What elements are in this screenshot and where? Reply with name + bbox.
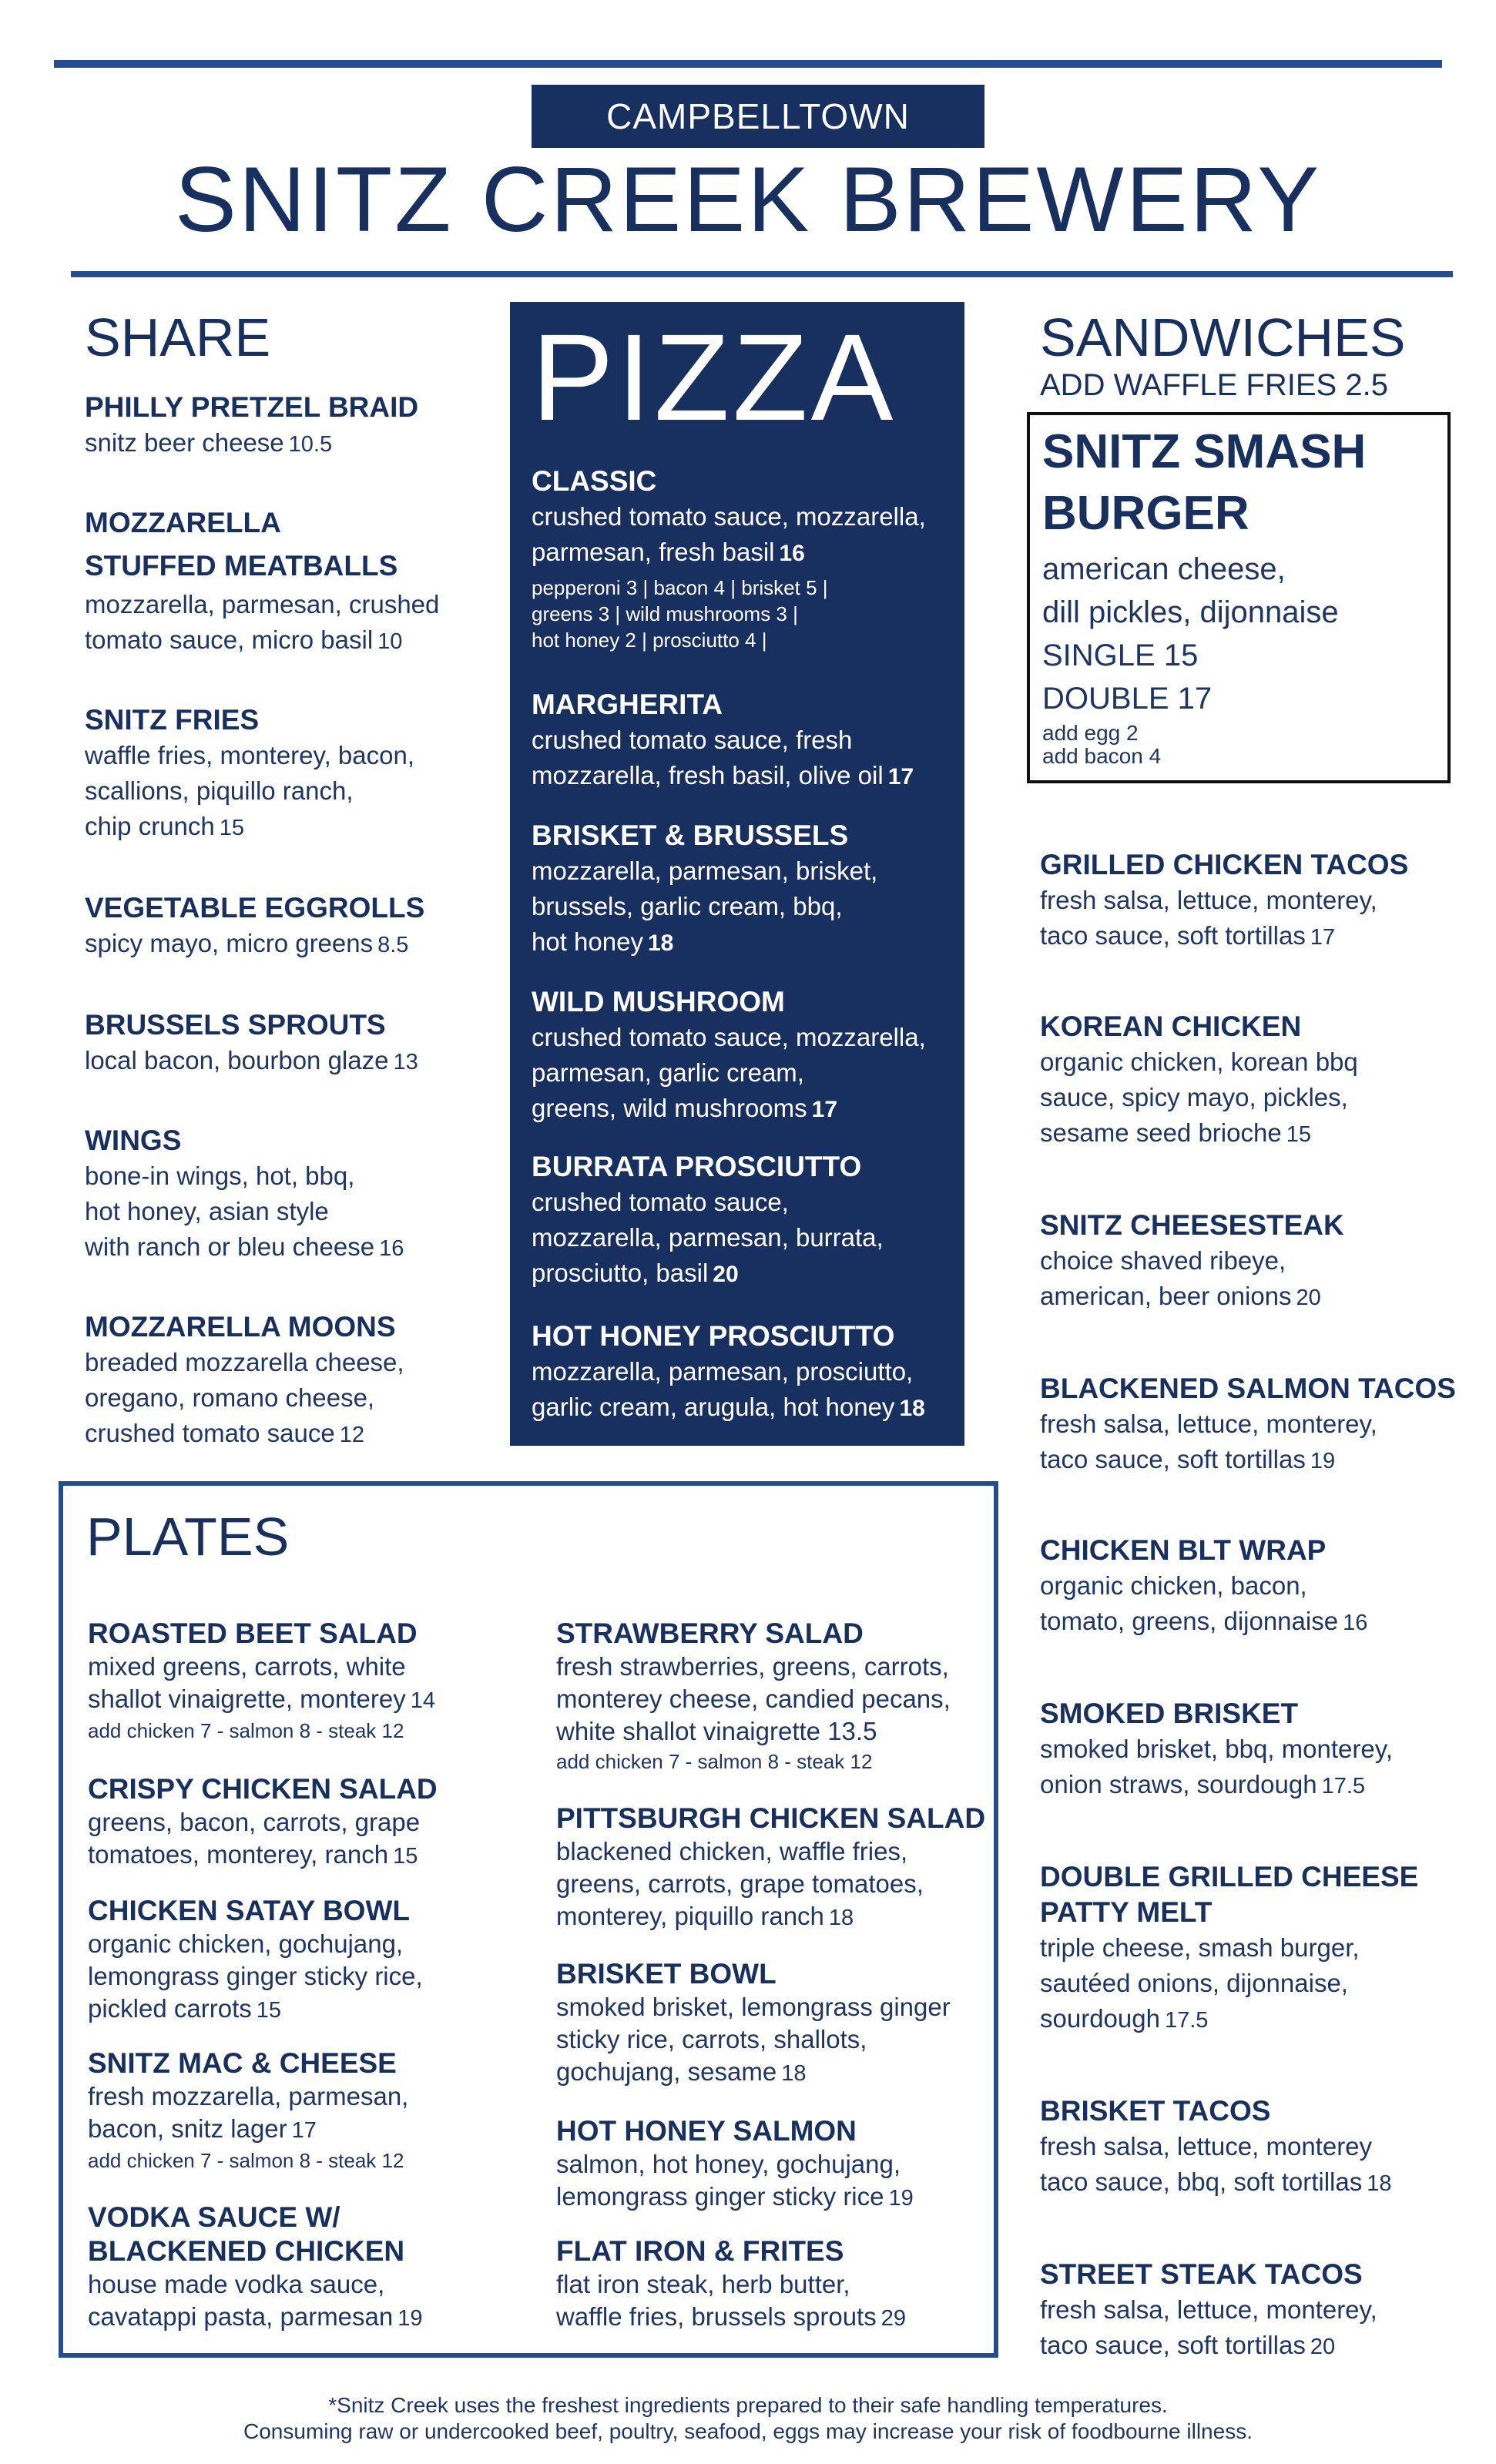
burger-desc: dill pickles, dijonnaise: [1042, 595, 1339, 629]
item-desc: mozzarella, fresh basil, olive oil: [532, 761, 884, 789]
item-desc: fresh mozzarella, parmesan,: [88, 2082, 409, 2110]
item-name: MOZZARELLA MOONS: [85, 1311, 396, 1343]
menu-item: [1040, 1371, 1471, 1479]
item-desc: onion straws, sourdough: [1040, 1770, 1317, 1799]
menu-item: [85, 1007, 516, 1080]
item-price: 18: [1367, 2171, 1392, 2196]
item-desc: sourdough: [1040, 2004, 1160, 2033]
menu-item: [1040, 2094, 1471, 2201]
item-options: add chicken 7 - salmon 8 - steak 12: [88, 1719, 404, 1742]
footer-disclaimer: [0, 2392, 1496, 2445]
item-options: pepperoni 3 | bacon 4 | brisket 5 |: [532, 576, 828, 599]
item-name: BRISKET & BRUSSELS: [532, 820, 849, 851]
burger-feature-box: [1027, 412, 1451, 783]
menu-item: [532, 464, 963, 653]
item-desc: spicy mayo, micro greens: [85, 929, 374, 957]
item-name: DOUBLE GRILLED CHEESE: [1040, 1861, 1419, 1892]
menu-item: [88, 2047, 519, 2174]
item-desc: hot honey: [532, 927, 643, 956]
item-desc: sautéed onions, dijonnaise,: [1040, 1969, 1348, 1997]
burger-addon: add bacon 4: [1042, 744, 1162, 768]
item-price: 16: [1343, 1611, 1368, 1635]
item-name: CRISPY CHICKEN SALAD: [88, 1773, 438, 1805]
menu-item: [88, 1617, 519, 1745]
item-options: add chicken 7 - salmon 8 - steak 12: [556, 1750, 873, 1773]
item-desc: greens, carrots, grape tomatoes,: [556, 1869, 924, 1898]
item-desc: chip crunch: [85, 812, 215, 840]
menu-item: [532, 984, 963, 1128]
item-desc: mozzarella, parmesan, brisket,: [532, 857, 878, 885]
item-price: 15: [1286, 1122, 1311, 1147]
menu-item: [1040, 1859, 1471, 2038]
item-price: 18: [647, 930, 674, 956]
item-price: 18: [899, 1396, 925, 1421]
item-name: PITTSBURGH CHICKEN SALAD: [556, 1802, 986, 1834]
item-desc: gochujang, sesame: [556, 2057, 777, 2086]
item-desc: oregano, romano cheese,: [85, 1383, 375, 1412]
menu-item: [532, 818, 963, 961]
item-price: 19: [1310, 1449, 1336, 1473]
item-name: BRISKET TACOS: [1040, 2095, 1271, 2127]
sandwiches-subtitle: ADD WAFFLE FRIES 2.5: [1040, 368, 1388, 402]
item-desc: american, beer onions: [1040, 1282, 1292, 1310]
item-price: 18: [781, 2061, 807, 2086]
burger-addon: add egg 2: [1042, 721, 1139, 745]
item-price: 19: [888, 2186, 914, 2211]
item-name: VEGETABLE EGGROLLS: [85, 892, 425, 924]
item-desc: sauce, spicy mayo, pickles,: [1040, 1083, 1348, 1111]
location-label: CAMPBELLTOWN: [606, 96, 910, 136]
header-rule: [71, 271, 1453, 277]
menu-item: [1040, 2257, 1471, 2365]
pizza-section: [510, 302, 964, 1446]
item-name: BLACKENED CHICKEN: [88, 2235, 405, 2267]
item-desc: blackened chicken, waffle fries,: [556, 1837, 908, 1866]
item-desc: greens, bacon, carrots, grape: [88, 1808, 421, 1836]
item-desc: fresh salsa, lettuce, monterey,: [1040, 1410, 1377, 1438]
item-desc: sticky rice, carrots, shallots,: [556, 2025, 867, 2053]
item-desc: sesame seed brioche: [1040, 1118, 1282, 1147]
item-desc: white shallot vinaigrette 13.5: [556, 1717, 877, 1745]
item-desc: taco sauce, soft tortillas: [1040, 1445, 1306, 1473]
item-name: GRILLED CHICKEN TACOS: [1040, 849, 1409, 880]
item-desc: organic chicken, korean bbq: [1040, 1048, 1358, 1076]
item-desc: mozzarella, parmesan, crushed: [85, 590, 440, 619]
item-desc: triple cheese, smash burger,: [1040, 1933, 1360, 1962]
item-price: 17.5: [1164, 2008, 1209, 2033]
item-desc: crushed tomato sauce,: [532, 1188, 789, 1216]
burger-desc: american cheese,: [1042, 552, 1286, 586]
menu-item: [1040, 1533, 1471, 1641]
item-name: KOREAN CHICKEN: [1040, 1011, 1302, 1042]
item-desc: fresh salsa, lettuce, monterey,: [1040, 886, 1377, 914]
item-desc: snitz beer cheese: [85, 428, 284, 457]
item-name: CLASSIC: [532, 465, 657, 497]
item-name: WILD MUSHROOM: [532, 986, 785, 1017]
item-price: 16: [379, 1236, 404, 1261]
plates-section: [59, 1481, 998, 2358]
pizza-heading: PIZZA: [532, 308, 897, 446]
menu-item: [1040, 1696, 1471, 1804]
disclaimer-line: *Snitz Creek uses the freshest ingredients prepared to their safe handling temperatures.: [328, 2393, 1168, 2417]
item-name: CHICKEN BLT WRAP: [1040, 1534, 1327, 1566]
item-name: HOT HONEY PROSCIUTTO: [532, 1320, 895, 1352]
menu-item: [1040, 847, 1471, 955]
item-price: 17.5: [1321, 1774, 1366, 1799]
item-desc: bone-in wings, hot, bbq,: [85, 1162, 355, 1190]
item-desc: hot honey, asian style: [85, 1197, 329, 1225]
item-name: PATTY MELT: [1040, 1896, 1213, 1928]
burger-single-price: SINGLE 15: [1042, 639, 1199, 672]
item-desc: bacon, snitz lager: [88, 2114, 287, 2143]
menu-item: [85, 890, 516, 963]
item-price: 8.5: [377, 933, 409, 957]
sandwiches-heading: SANDWICHES: [1040, 307, 1406, 367]
menu-item: [1040, 1009, 1471, 1152]
item-price: 20: [1296, 1286, 1321, 1310]
item-desc: taco sauce, soft tortillas: [1040, 921, 1306, 950]
menu-item: [556, 1802, 988, 1934]
item-desc: tomato sauce, micro basil: [85, 625, 374, 654]
item-price: 17: [1310, 925, 1336, 950]
item-desc: smoked brisket, bbq, monterey,: [1040, 1735, 1393, 1763]
menu-item: [532, 1319, 963, 1426]
menu-item: [88, 1894, 519, 2027]
item-desc: taco sauce, soft tortillas: [1040, 2331, 1306, 2359]
item-desc: mixed greens, carrots, white: [88, 1652, 406, 1681]
brewery-title: SNITZ CREEK BREWERY: [174, 148, 1322, 251]
menu-item: [556, 1617, 988, 1775]
item-name: VODKA SAUCE W/: [88, 2201, 340, 2233]
top-rule: [54, 60, 1442, 68]
item-price: 13: [393, 1050, 418, 1074]
item-options: hot honey 2 | prosciutto 4 |: [532, 629, 767, 652]
item-desc: scallions, piquillo ranch,: [85, 776, 354, 805]
burger-double-price: DOUBLE 17: [1042, 682, 1213, 716]
location-banner: [532, 85, 984, 148]
menu-item: [556, 2114, 988, 2214]
item-name: HOT HONEY SALMON: [556, 2115, 857, 2147]
item-desc: organic chicken, gochujang,: [88, 1929, 404, 1958]
item-desc: crushed tomato sauce, mozzarella,: [532, 1023, 926, 1051]
item-price: 10.5: [288, 432, 333, 457]
item-desc: crushed tomato sauce, mozzarella,: [532, 502, 926, 531]
item-price: 15: [256, 1998, 282, 2023]
item-price: 17: [811, 1097, 838, 1122]
item-name: SNITZ CHEESESTEAK: [1040, 1209, 1344, 1241]
item-desc: choice shaved ribeye,: [1040, 1246, 1286, 1275]
item-name: BRUSSELS SPROUTS: [85, 1009, 386, 1041]
item-name: BURRATA PROSCIUTTO: [532, 1151, 862, 1182]
disclaimer-line: Consuming raw or undercooked beef, poultry, seafood, eggs may increase your risk of foodbourne illness.: [243, 2419, 1253, 2443]
item-price: 20: [1310, 2335, 1336, 2359]
burger-name: BURGER: [1042, 487, 1249, 540]
share-heading: SHARE: [85, 307, 271, 367]
item-desc: tomato, greens, dijonnaise: [1040, 1607, 1339, 1635]
item-name: SMOKED BRISKET: [1040, 1698, 1299, 1729]
item-price: 17: [291, 2118, 317, 2143]
item-desc: shallot vinaigrette, monterey: [88, 1685, 406, 1713]
item-price: 19: [397, 2306, 423, 2331]
item-price: 18: [828, 1906, 854, 1930]
item-desc: fresh strawberries, greens, carrots,: [556, 1652, 949, 1681]
item-desc: garlic cream, arugula, hot honey: [532, 1393, 895, 1421]
item-desc: tomatoes, monterey, ranch: [88, 1840, 389, 1869]
item-desc: smoked brisket, lemongrass ginger: [556, 1993, 951, 2021]
item-desc: greens, wild mushrooms: [532, 1094, 807, 1122]
item-desc: lemongrass ginger sticky rice,: [88, 1962, 423, 1990]
item-price: 15: [219, 816, 245, 840]
item-desc: monterey, piquillo ranch: [556, 1902, 824, 1930]
item-desc: brussels, garlic cream, bbq,: [532, 892, 843, 920]
item-desc: breaded mozzarella cheese,: [85, 1348, 404, 1376]
item-name: BLACKENED SALMON TACOS: [1040, 1373, 1456, 1404]
item-options: greens 3 | wild mushrooms 3 |: [532, 602, 798, 625]
item-price: 12: [339, 1423, 364, 1447]
plates-heading: PLATES: [86, 1507, 290, 1567]
burger-name: SNITZ SMASH: [1042, 425, 1367, 478]
item-desc: parmesan, garlic cream,: [532, 1058, 804, 1087]
item-desc: waffle fries, monterey, bacon,: [85, 741, 414, 769]
item-desc: salmon, hot honey, gochujang,: [556, 2150, 901, 2178]
menu-item: [532, 1149, 963, 1292]
item-name: MARGHERITA: [532, 689, 723, 720]
item-desc: lemongrass ginger sticky rice: [556, 2182, 884, 2211]
item-desc: fresh salsa, lettuce, monterey: [1040, 2132, 1373, 2161]
item-desc: pickled carrots: [88, 1994, 252, 2023]
item-price: 10: [377, 629, 403, 654]
item-desc: mozzarella, parmesan, prosciutto,: [532, 1357, 914, 1386]
item-name: PHILLY PRETZEL BRAID: [85, 391, 419, 423]
item-price: 20: [713, 1262, 739, 1287]
item-name: FLAT IRON & FRITES: [556, 2235, 844, 2267]
item-desc: mozzarella, parmesan, burrata,: [532, 1223, 884, 1252]
menu-item: [85, 390, 516, 462]
menu-item: [88, 2201, 519, 2335]
item-desc: waffle fries, brussels sprouts: [556, 2302, 877, 2331]
item-price: 29: [880, 2306, 906, 2331]
item-desc: crushed tomato sauce: [85, 1419, 335, 1447]
item-name: SNITZ FRIES: [85, 704, 260, 736]
item-name: STREET STEAK TACOS: [1040, 2258, 1363, 2290]
item-price: 17: [887, 764, 914, 789]
menu-item: [556, 2234, 988, 2335]
menu-item: [85, 505, 516, 659]
item-desc: prosciutto, basil: [532, 1259, 709, 1287]
menu-item: [85, 1123, 516, 1266]
item-desc: organic chicken, bacon,: [1040, 1571, 1307, 1600]
item-name: STUFFED MEATBALLS: [85, 550, 398, 582]
item-name: STRAWBERRY SALAD: [556, 1618, 864, 1649]
item-desc: parmesan, fresh basil: [532, 538, 775, 566]
item-desc: monterey cheese, candied pecans,: [556, 1685, 951, 1713]
item-name: MOZZARELLA: [85, 507, 281, 538]
menu-item: [88, 1772, 519, 1872]
menu-item: [85, 702, 516, 846]
item-desc: with ranch or bleu cheese: [85, 1232, 375, 1261]
menu-item: [556, 1957, 988, 2090]
item-price: 14: [410, 1688, 435, 1713]
item-desc: flat iron steak, herb butter,: [556, 2270, 850, 2298]
item-desc: local bacon, bourbon glaze: [85, 1046, 389, 1074]
item-name: ROASTED BEET SALAD: [88, 1618, 418, 1649]
item-price: 15: [393, 1844, 418, 1869]
item-options: add chicken 7 - salmon 8 - steak 12: [88, 2149, 404, 2172]
item-desc: house made vodka sauce,: [88, 2270, 385, 2298]
menu-item: [1040, 1208, 1471, 1316]
item-desc: crushed tomato sauce, fresh: [532, 726, 853, 754]
item-name: SNITZ MAC & CHEESE: [88, 2047, 397, 2079]
item-name: WINGS: [85, 1125, 182, 1156]
item-desc: cavatappi pasta, parmesan: [88, 2302, 394, 2331]
item-price: 16: [779, 541, 805, 566]
item-name: CHICKEN SATAY BOWL: [88, 1895, 410, 1926]
menu-item: [85, 1309, 516, 1453]
item-name: BRISKET BOWL: [556, 1958, 777, 1990]
item-desc: fresh salsa, lettuce, monterey,: [1040, 2295, 1377, 2324]
item-desc: taco sauce, bbq, soft tortillas: [1040, 2167, 1363, 2196]
menu-item: [532, 687, 963, 795]
